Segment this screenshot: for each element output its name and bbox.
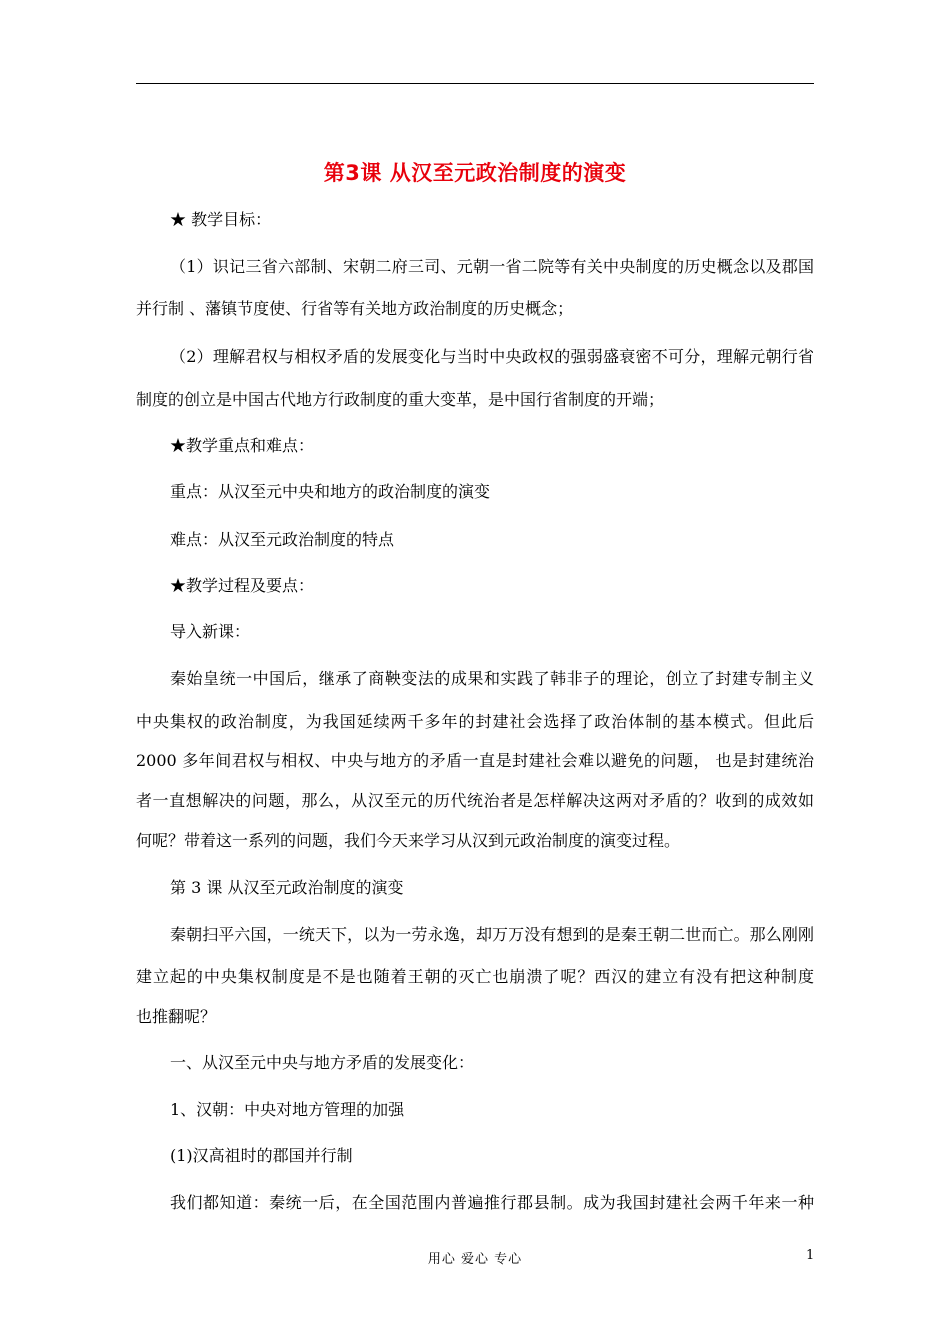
text-line: （2）理解君权与相权矛盾的发展变化与当时中央政权的强弱盛衰密不可分，理解元朝行省 — [170, 347, 814, 366]
text-line: 建立起的中央集权制度是不是也随着王朝的灭亡也崩溃了呢？西汉的建立有没有把这种制度 — [136, 967, 814, 986]
page-number: 1 — [806, 1248, 815, 1263]
lesson-title: 第3课 从汉至元政治制度的演变 — [323, 161, 627, 185]
text-line: 也推翻呢？ — [136, 1007, 217, 1026]
header-rule — [136, 83, 814, 84]
text-line: ★教学重点和难点： — [170, 436, 315, 455]
text-line: 何呢？带着这一系列的问题，我们今天来学习从汉到元政治制度的演变过程。 — [136, 831, 681, 850]
text-line: 制度的创立是中国古代地方行政制度的重大变革，是中国行省制度的开端； — [136, 390, 665, 409]
text-line: 并行制 、藩镇节度使、行省等有关地方政治制度的历史概念； — [136, 299, 574, 318]
text-line: 难点：从汉至元政治制度的特点 — [170, 530, 395, 549]
text-line: ★ 教学目标： — [170, 210, 272, 229]
text-line: 我们都知道：秦统一后，在全国范围内普遍推行郡县制。成为我国封建社会两千年来一种 — [170, 1193, 814, 1212]
text-line: 秦始皇统一中国后，继承了商鞅变法的成果和实践了韩非子的理论，创立了封建专制主义 — [170, 669, 814, 688]
text-line: 中央集权的政治制度，为我国延续两千多年的封建社会选择了政治体制的基本模式。但此后 — [136, 712, 814, 731]
text-line: 导入新课： — [170, 622, 251, 641]
text-line: 2000 多年间君权与相权、中央与地方的矛盾一直是封建社会难以避免的问题， 也是封建统治 — [136, 751, 814, 770]
text-line: 1、汉朝：中央对地方管理的加强 — [170, 1100, 405, 1119]
text-line: 秦朝扫平六国，一统天下，以为一劳永逸，却万万没有想到的是秦王朝二世而亡。那么刚刚 — [170, 925, 814, 944]
text-line: (1)汉高祖时的郡国并行制 — [170, 1146, 353, 1165]
text-line: 重点：从汉至元中央和地方的政治制度的演变 — [170, 482, 491, 501]
text-line: （1）识记三省六部制、宋朝二府三司、元朝一省二院等有关中央制度的历史概念以及郡国 — [170, 257, 814, 276]
text-line: 一、从汉至元中央与地方矛盾的发展变化： — [170, 1053, 475, 1072]
text-line: ★教学过程及要点： — [170, 576, 315, 595]
footer-motto: 用心 爱心 专心 — [427, 1252, 523, 1267]
text-line: 者一直想解决的问题，那么，从汉至元的历代统治者是怎样解决这两对矛盾的？收到的成效如 — [136, 791, 814, 810]
text-line: 第 3 课 从汉至元政治制度的演变 — [170, 878, 404, 897]
